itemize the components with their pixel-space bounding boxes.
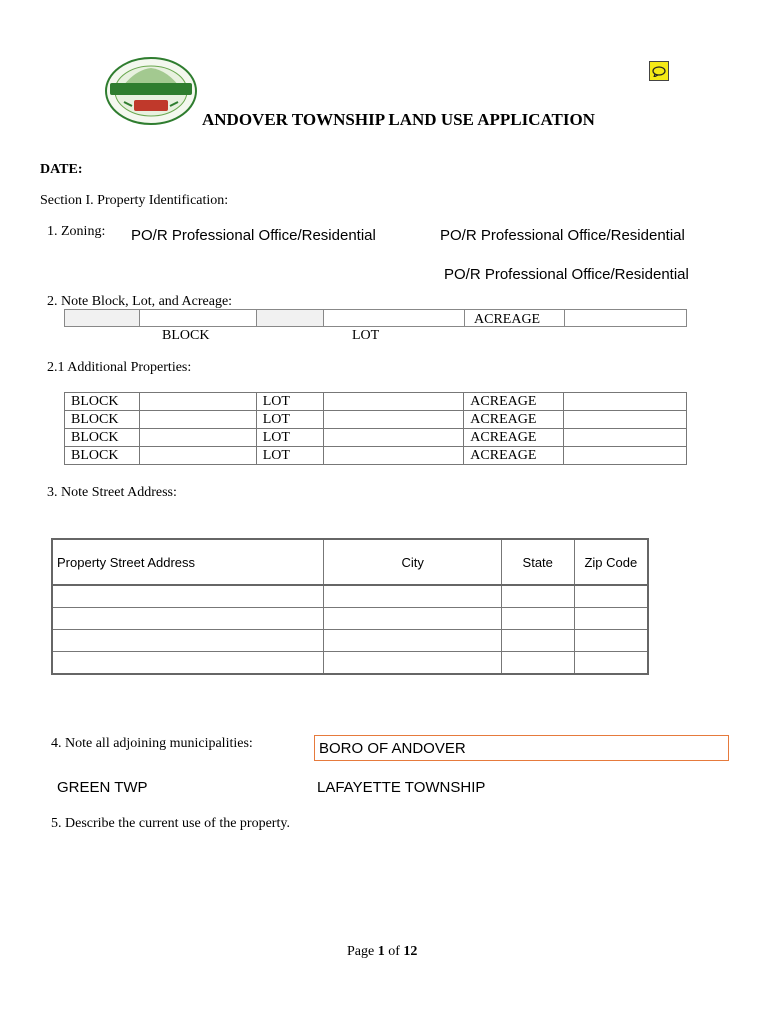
block-input[interactable] bbox=[139, 429, 256, 447]
page-number: 1 bbox=[377, 944, 385, 959]
municipality-field-2[interactable]: GREEN TWP bbox=[57, 779, 148, 796]
col-header-address: Property Street Address bbox=[52, 539, 324, 585]
table-row bbox=[52, 585, 648, 608]
street-address-label: 3. Note Street Address: bbox=[47, 485, 177, 500]
acreage-input[interactable] bbox=[564, 309, 687, 327]
zoning-field-1[interactable]: PO/R Professional Office/Residential bbox=[131, 227, 376, 244]
lot-cell: LOT bbox=[256, 447, 323, 465]
block-input-2[interactable] bbox=[139, 309, 257, 327]
page-total: 12 bbox=[403, 944, 418, 959]
acreage-label: ACREAGE bbox=[474, 312, 541, 327]
township-logo bbox=[104, 56, 198, 126]
zip-input[interactable] bbox=[574, 630, 648, 652]
block-input[interactable] bbox=[64, 309, 140, 327]
page-indicator bbox=[347, 944, 417, 960]
lot-input[interactable] bbox=[323, 411, 464, 429]
address-input[interactable] bbox=[52, 630, 324, 652]
acreage-input[interactable] bbox=[564, 411, 687, 429]
block-input[interactable] bbox=[139, 393, 256, 411]
zoning-field-3[interactable]: PO/R Professional Office/Residential bbox=[444, 266, 689, 283]
state-input[interactable] bbox=[501, 608, 574, 630]
municipality-field-3[interactable]: LAFAYETTE TOWNSHIP bbox=[317, 779, 486, 796]
table-row bbox=[52, 652, 648, 675]
address-input[interactable] bbox=[52, 608, 324, 630]
block-lot-label: 2. Note Block, Lot, and Acreage: bbox=[47, 294, 233, 309]
section-heading: Section I. Property Identification: bbox=[40, 193, 229, 208]
state-input[interactable] bbox=[501, 585, 574, 608]
block-input[interactable] bbox=[139, 411, 256, 429]
block-cell: BLOCK bbox=[65, 393, 140, 411]
lot-cell: LOT bbox=[256, 411, 323, 429]
zip-input[interactable] bbox=[574, 585, 648, 608]
municipalities-label: 4. Note all adjoining municipalities: bbox=[51, 736, 253, 751]
table-row bbox=[65, 393, 687, 411]
acreage-input[interactable] bbox=[564, 393, 687, 411]
acreage-cell: ACREAGE bbox=[464, 411, 564, 429]
acreage-cell: ACREAGE bbox=[464, 429, 564, 447]
acreage-input[interactable] bbox=[564, 447, 687, 465]
col-header-city: City bbox=[324, 539, 501, 585]
comment-icon[interactable] bbox=[649, 61, 669, 81]
zip-input[interactable] bbox=[574, 608, 648, 630]
current-use-label: 5. Describe the current use of the property. bbox=[51, 816, 290, 831]
city-input[interactable] bbox=[324, 652, 501, 675]
lot-cell: LOT bbox=[256, 393, 323, 411]
date-label: DATE: bbox=[40, 162, 83, 177]
table-row bbox=[65, 411, 687, 429]
lot-input[interactable] bbox=[256, 309, 324, 327]
acreage-label-cell bbox=[464, 309, 565, 327]
acreage-cell: ACREAGE bbox=[464, 447, 564, 465]
block-cell: BLOCK bbox=[65, 447, 140, 465]
table-row bbox=[52, 630, 648, 652]
block-cell: BLOCK bbox=[65, 411, 140, 429]
lot-input-2[interactable] bbox=[323, 309, 465, 327]
table-row bbox=[52, 608, 648, 630]
lot-cell: LOT bbox=[256, 429, 323, 447]
address-input[interactable] bbox=[52, 652, 324, 675]
block-caption: BLOCK bbox=[162, 328, 210, 343]
acreage-input[interactable] bbox=[564, 429, 687, 447]
street-address-table bbox=[51, 538, 649, 675]
table-row bbox=[65, 429, 687, 447]
col-header-state: State bbox=[501, 539, 574, 585]
block-input[interactable] bbox=[139, 447, 256, 465]
address-input[interactable] bbox=[52, 585, 324, 608]
municipality-field-1[interactable]: BORO OF ANDOVER bbox=[314, 735, 729, 761]
state-input[interactable] bbox=[501, 652, 574, 675]
table-row bbox=[65, 447, 687, 465]
table-header-row bbox=[52, 539, 648, 585]
zoning-field-2[interactable]: PO/R Professional Office/Residential bbox=[440, 227, 685, 244]
col-header-zip: Zip Code bbox=[574, 539, 648, 585]
township-seal-icon bbox=[104, 56, 198, 126]
lot-input[interactable] bbox=[323, 393, 464, 411]
lot-input[interactable] bbox=[323, 447, 464, 465]
city-input[interactable] bbox=[324, 630, 501, 652]
page-title: ANDOVER TOWNSHIP LAND USE APPLICATION bbox=[202, 110, 595, 129]
block-cell: BLOCK bbox=[65, 429, 140, 447]
zip-input[interactable] bbox=[574, 652, 648, 675]
page-of: of bbox=[384, 944, 404, 959]
additional-properties-table bbox=[64, 392, 687, 465]
additional-properties-label: 2.1 Additional Properties: bbox=[47, 360, 192, 375]
city-input[interactable] bbox=[324, 608, 501, 630]
lot-caption: LOT bbox=[352, 328, 380, 343]
state-input[interactable] bbox=[501, 630, 574, 652]
zoning-label: 1. Zoning: bbox=[47, 224, 106, 239]
lot-input[interactable] bbox=[323, 429, 464, 447]
city-input[interactable] bbox=[324, 585, 501, 608]
page-prefix: Page bbox=[347, 944, 378, 959]
acreage-cell: ACREAGE bbox=[464, 393, 564, 411]
